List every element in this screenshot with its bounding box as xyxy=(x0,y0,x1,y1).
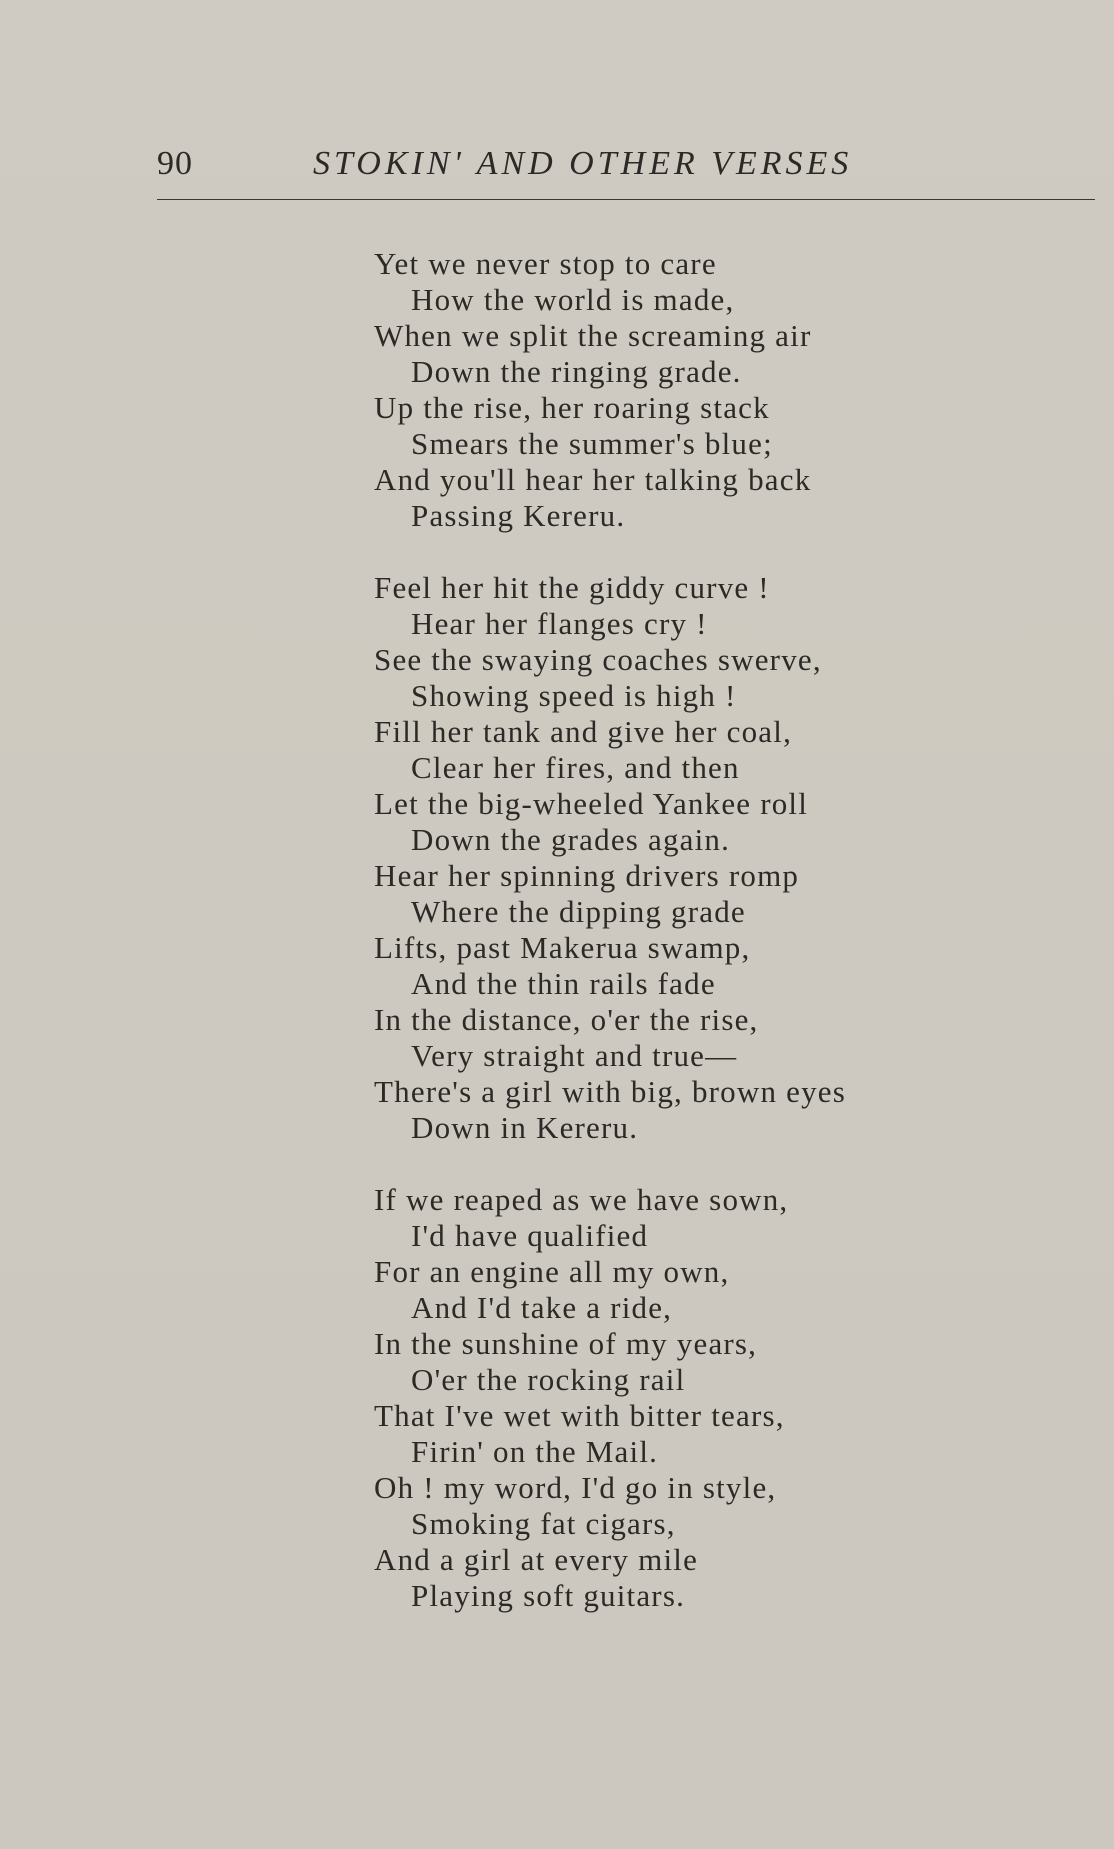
verse-line: Firin' on the Mail. xyxy=(411,1434,659,1469)
stanza-2 xyxy=(374,570,1074,1146)
verse-line: Very straight and true— xyxy=(411,1038,738,1073)
verse-line: How the world is made, xyxy=(411,282,735,317)
verse-line: O'er the rocking rail xyxy=(411,1362,686,1397)
header-rule xyxy=(157,199,1095,200)
verse-line: Let the big-wheeled Yankee roll xyxy=(374,786,809,821)
verse-line: Yet we never stop to care xyxy=(374,246,717,281)
verse-line: And the thin rails fade xyxy=(411,966,716,1001)
verse-line: Where the dipping grade xyxy=(411,894,746,929)
verse-line: That I've wet with bitter tears, xyxy=(374,1398,785,1433)
stanza-1 xyxy=(374,246,1074,534)
verse-line: And you'll hear her talking back xyxy=(374,462,812,497)
verse-line: Hear her spinning drivers romp xyxy=(374,858,800,893)
verse-line: There's a girl with big, brown eyes xyxy=(374,1074,847,1109)
verse-line: Up the rise, her roaring stack xyxy=(374,390,770,425)
verse-line: Smears the summer's blue; xyxy=(411,426,773,461)
verse-line: Down in Kereru. xyxy=(411,1110,639,1145)
page-header xyxy=(157,140,1097,188)
page-number: 90 xyxy=(157,145,193,182)
verse-line: If we reaped as we have sown, xyxy=(374,1182,789,1217)
verse-line: Showing speed is high ! xyxy=(411,678,737,713)
verse-line: Passing Kereru. xyxy=(411,498,626,533)
stanza-3 xyxy=(374,1182,1074,1614)
verse-line: When we split the screaming air xyxy=(374,318,812,353)
verse-line: In the distance, o'er the rise, xyxy=(374,1002,759,1037)
verse-line: Hear her flanges cry ! xyxy=(411,606,708,641)
running-title: STOKIN' AND OTHER VERSES xyxy=(313,145,853,182)
verse-line: Down the ringing grade. xyxy=(411,354,742,389)
verse-line: Down the grades again. xyxy=(411,822,731,857)
verse-line: Lifts, past Makerua swamp, xyxy=(374,930,751,965)
verse-line: Playing soft guitars. xyxy=(411,1578,686,1613)
verse-line: Feel her hit the giddy curve ! xyxy=(374,570,770,605)
verse-line: In the sunshine of my years, xyxy=(374,1326,758,1361)
verse-line: Smoking fat cigars, xyxy=(411,1506,676,1541)
poem-body xyxy=(374,246,1074,1650)
verse-line: See the swaying coaches swerve, xyxy=(374,642,822,677)
verse-line: Oh ! my word, I'd go in style, xyxy=(374,1470,777,1505)
verse-line: I'd have qualified xyxy=(411,1218,649,1253)
verse-line: Fill her tank and give her coal, xyxy=(374,714,793,749)
verse-line: And a girl at every mile xyxy=(374,1542,699,1577)
verse-line: For an engine all my own, xyxy=(374,1254,730,1289)
verse-line: Clear her fires, and then xyxy=(411,750,740,785)
verse-line: And I'd take a ride, xyxy=(411,1290,673,1325)
